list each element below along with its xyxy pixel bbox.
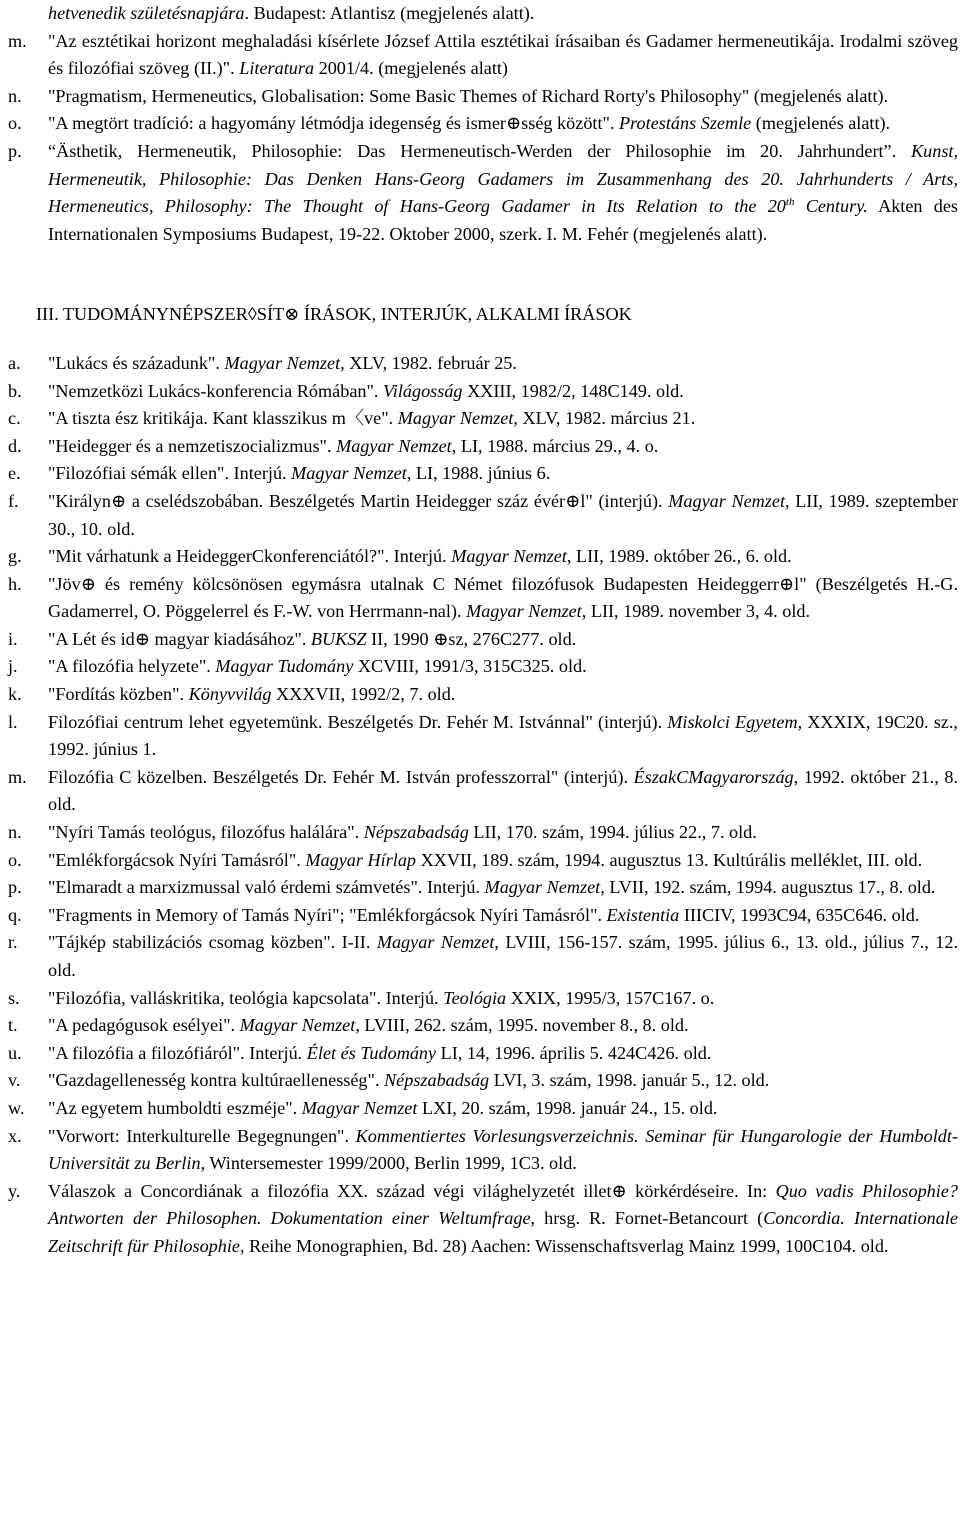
entry-text: , LI, 1988. március 29., 4. o. — [451, 435, 659, 456]
entry-text: "A megtört tradíció: a hagyomány létmódja idegenség és ismer⊕sség között". — [48, 113, 620, 134]
entry-letter: f. — [8, 490, 19, 511]
publication-title: Könyvvilág — [188, 684, 272, 705]
entry-text: LI, 14, 1996. április 5. 424C426. old. — [436, 1042, 712, 1063]
entry-text: . Budapest: Atlantisz (megjelenés alatt). — [244, 3, 535, 23]
entry-text: "Heidegger és a nemzetiszocializmus". — [48, 435, 337, 456]
entry-p — [0, 138, 960, 248]
entry-letter: o. — [8, 849, 22, 870]
entry-text: , LVII, 192. szám, 1994. augusztus 17., 8. old. — [600, 877, 936, 898]
entry-text: , Reihe Monographien, Bd. 28) Aachen: Wissenschaftsverlag Mainz 1999, 100C104. old. — [239, 1235, 889, 1256]
entry-text: , XLV, 1982. március 21. — [513, 408, 696, 429]
list-item — [0, 709, 960, 764]
entry-text: , XLV, 1982. február 25. — [340, 352, 517, 373]
entry-letter: v. — [8, 1070, 21, 1091]
publication-title: Kommentiertes Vorlesungsverzeichnis. Seminar für Hungarologie der Humboldt-Universität zu Berlin — [48, 1125, 959, 1174]
entry-text: LVI, 3. szám, 1998. január 5., 12. old. — [489, 1070, 770, 1091]
entry-text: LXI, 20. szám, 1998. január 24., 15. old. — [417, 1097, 718, 1118]
list-item — [0, 847, 960, 875]
entry-title-italic: hetvenedik születésnapjára — [48, 3, 245, 23]
book-title: Century. — [794, 196, 868, 217]
entry-text: "A tiszta ész kritikája. Kant klasszikus m〈ve". — [48, 408, 398, 429]
entry-letter: e. — [8, 463, 21, 484]
entry-letter: y. — [8, 1180, 21, 1201]
entry-text: , XXXIX, 19C20. sz., 1992. június 1. — [48, 711, 958, 760]
publication-title: Teológia — [443, 987, 507, 1008]
entry-text: Válaszok a Concordiának a filozófia XX. század végi világhelyzetét illet⊕ körkérdéseire. In: — [48, 1180, 776, 1201]
entry-text: , hrsg. R. Fornet-Betancourt ( — [530, 1208, 764, 1229]
list-item — [0, 378, 960, 406]
item-list — [0, 350, 960, 1261]
entry-letter: g. — [8, 546, 22, 567]
entry-letter: x. — [8, 1125, 22, 1146]
publication-title: BUKSZ — [310, 628, 367, 649]
entry-text: "A Lét és id⊕ magyar kiadásához". — [48, 628, 311, 649]
entry-text: "Emlékforgácsok Nyíri Tamásról". — [48, 849, 306, 870]
entry-letter: w. — [8, 1097, 25, 1118]
publication-title: Magyar Nemzet — [336, 435, 452, 456]
entry-letter: q. — [8, 904, 22, 925]
publication-title: Világosság — [383, 380, 463, 401]
publication-title: ÉszakCMagyarország — [633, 766, 794, 787]
publication-title: Élet és Tudomány — [306, 1042, 437, 1063]
entry-letter: b. — [8, 380, 22, 401]
list-item — [0, 1123, 960, 1178]
entry-text: "Fordítás közben". — [48, 684, 189, 705]
entry-letter: a. — [8, 352, 21, 373]
entry-text: “Ästhetik, Hermeneutik, Philosophie: Das Hermeneutisch-Werden der Philosophie im 20. Jahrhundert”. — [48, 140, 911, 161]
list-item — [0, 653, 960, 681]
publication-title: Népszabadság — [384, 1070, 490, 1091]
entry-text: XXIX, 1995/3, 157C167. o. — [506, 987, 715, 1008]
list-item — [0, 902, 960, 930]
entry-letter: c. — [8, 408, 21, 429]
publication-title: Népszabadság — [363, 822, 469, 843]
publication-title: Existentia — [606, 904, 680, 925]
entry-text: Filozófia C közelben. Beszélgetés Dr. Fehér M. István professzorral" (interjú). — [48, 766, 634, 787]
entry-text: , LII, 1989. október 26., 6. old. — [566, 546, 792, 567]
entry-letter: n. — [8, 822, 22, 843]
entry-letter: p. — [8, 877, 22, 898]
entry-text: "Fragments in Memory of Tamás Nyíri"; "Emlékforgácsok Nyíri Tamásról". — [48, 904, 607, 925]
publication-title: Magyar Nemzet — [301, 1097, 418, 1118]
entry-text: LII, 170. szám, 1994. július 22., 7. old. — [468, 822, 757, 843]
entry-letter: r. — [8, 932, 18, 953]
section-heading: III. TUDOMÁNYNÉPSZER◊SÍT⊗ ÍRÁSOK, INTERJÚK, ALKALMI ÍRÁSOK — [36, 304, 632, 325]
entry-letter: j. — [8, 656, 18, 677]
publication-title: Magyar Nemzet — [668, 490, 786, 511]
entry-letter: l. — [8, 711, 18, 732]
list-item — [0, 350, 960, 378]
entry-text: , LI, 1988. június 6. — [406, 463, 551, 484]
publication-title: Magyar Nemzet — [451, 546, 567, 567]
entry-text: "Tájkép stabilizációs csomag közben". I-II. — [48, 932, 377, 953]
entry-o — [0, 110, 960, 138]
publication-title: Magyar Nemzet — [239, 1015, 356, 1036]
book-title: Kunst, Hermeneutik, Philosophie: Das Denken Hans-Georg Gadamers im Zusammenhang des 20. Jahrhunderts / Arts, Hermeneutics, Philosophy: The Thought of Hans-Georg Gadamer in Its Relation to the 20 — [48, 140, 958, 217]
publication-title: Quo vadis Philosophie? Antworten der Philosophen. Dokumentation einer Weltumfrage — [48, 1180, 958, 1229]
journal-title: Protestáns Szemle — [619, 113, 752, 134]
list-item — [0, 405, 960, 433]
entry-text: "Pragmatism, Hermeneutics, Globalisation: Some Basic Themes of Richard Rorty's Philosophy" (megjelenés alatt). — [48, 85, 889, 106]
list-item — [0, 874, 960, 902]
entry-text: , LVIII, 262. szám, 1995. november 8., 8. old. — [355, 1015, 689, 1036]
entry-text: Akten des Internationalen Symposiums Budapest, 19-22. Oktober 2000, szerk. I. M. Fehér (megjelenés alatt). — [48, 196, 959, 244]
list-item — [0, 1095, 960, 1123]
list-item — [0, 681, 960, 709]
publication-title: Magyar Nemzet — [397, 408, 514, 429]
publication-title: Magyar Tudomány — [215, 656, 354, 677]
entry-text: "Lukács és századunk". — [48, 352, 225, 373]
entry-text: "Jöv⊕ és remény kölcsönösen egymásra utalnak C Német filozófusok Budapesten Heideggerr⊕l" (Beszélgetés H.-G. Gadamerrel, O. Pöggelerrel és F.-W. von Herrmann-nal). — [48, 573, 958, 622]
publication-title: Magyar Hírlap — [305, 849, 417, 870]
entry-text: "Az esztétikai horizont meghaladási kísérlete József Attila esztétikai írásaiban és Gadamer hermeneutikája. Irodalmi szöveg és filozófiai szöveg (II.)". — [48, 30, 958, 79]
journal-title: Literatura — [239, 58, 315, 79]
entry-text: "A pedagógusok esélyei". — [48, 1015, 240, 1036]
entry-text: , LII, 1989. november 3, 4. old. — [581, 601, 811, 622]
entry-letter: u. — [8, 1042, 22, 1063]
entry-text: , LII, 1989. szeptember 30., 10. old. — [48, 490, 958, 539]
entry-text: XXVII, 189. szám, 1994. augusztus 13. Kultúrális melléklet, III. old. — [416, 849, 923, 870]
entry-text: XXIII, 1982/2, 148C149. old. — [462, 380, 684, 401]
list-item — [0, 1178, 960, 1261]
entry-text: "Királyn⊕ a cselédszobában. Beszélgetés Martin Heidegger száz évér⊕l" (interjú). — [48, 490, 669, 511]
entry-text: "Mit várhatunk a HeideggerCkonferenciától?". Interjú. — [48, 546, 452, 567]
list-item — [0, 985, 960, 1013]
list-item — [0, 764, 960, 819]
list-item — [0, 571, 960, 626]
entry-letter: n. — [8, 85, 22, 106]
entry-letter: i. — [8, 628, 18, 649]
entry-text: "Filozófia, valláskritika, teológia kapcsolata". Interjú. — [48, 987, 444, 1008]
entry-letter: k. — [8, 684, 22, 705]
publication-title: Magyar Nemzet — [376, 932, 495, 953]
entry-letter: h. — [8, 573, 22, 594]
entry-letter: d. — [8, 435, 22, 456]
entry-text: "A filozófia helyzete". — [48, 656, 216, 677]
entry-text: , LVIII, 156-157. szám, 1995. július 6., 13. old., július 7., 12. old. — [48, 932, 959, 980]
entry-text: 2001/4. (megjelenés alatt) — [314, 58, 508, 79]
publication-title: Magyar Nemzet — [291, 463, 407, 484]
publication-title: Magyar Nemzet — [224, 352, 341, 373]
entry-text: "Nemzetközi Lukács-konferencia Rómában". — [48, 380, 384, 401]
list-item — [0, 460, 960, 488]
list-item — [0, 626, 960, 654]
entry-text: Filozófiai centrum lehet egyetemünk. Beszélgetés Dr. Fehér M. Istvánnal" (interjú). — [48, 711, 668, 732]
entry-text: "Gazdagellenesség kontra kultúraellenesség". — [48, 1070, 385, 1091]
entry-text: "Filozófiai sémák ellen". Interjú. — [48, 463, 292, 484]
list-item — [0, 929, 960, 984]
entry-text: XCVIII, 1991/3, 315C325. old. — [353, 656, 587, 677]
publication-title: Magyar Nemzet — [466, 601, 582, 622]
entry-text: , 1992. október 21., 8. old. — [48, 766, 958, 815]
entry-letter: p. — [8, 140, 22, 161]
publication-title: Miskolci Egyetem — [667, 711, 798, 732]
entry-letter: s. — [8, 987, 20, 1008]
entry-text: "Az egyetem humboldti eszméje". — [48, 1097, 302, 1118]
entry-letter: m. — [8, 30, 27, 51]
entry-text: IIICIV, 1993C94, 635C646. old. — [679, 904, 920, 925]
entry-text: XXXVII, 1992/2, 7. old. — [271, 684, 456, 705]
list-item — [0, 819, 960, 847]
entry-letter: m. — [8, 766, 27, 787]
entry-text: , Wintersemester 1999/2000, Berlin 1999, 1C3. old. — [200, 1153, 577, 1174]
entry-text: II, 1990 ⊕sz, 276C277. old. — [366, 628, 577, 649]
entry-letter: o. — [8, 113, 22, 134]
entry-text: "Elmaradt a marxizmussal való érdemi számvetés". Interjú. — [48, 877, 485, 898]
list-item — [0, 1067, 960, 1095]
entry-continuation — [0, 0, 960, 28]
publication-title: Concordia. Internationale Zeitschrift für Philosophie — [48, 1208, 958, 1256]
list-item — [0, 433, 960, 461]
superscript: th — [785, 196, 795, 209]
list-item — [0, 488, 960, 543]
entry-text: (megjelenés alatt). — [751, 113, 891, 134]
list-item — [0, 1040, 960, 1068]
entry-n — [0, 83, 960, 111]
entry-text: "Vorwort: Interkulturelle Begegnungen". — [48, 1125, 356, 1146]
publication-title: Magyar Nemzet — [484, 877, 601, 898]
entry-text: "Nyíri Tamás teológus, filozófus halálára". — [48, 822, 364, 843]
entry-m — [0, 28, 960, 83]
entry-text: "A filozófia a filozófiáról". Interjú. — [48, 1042, 307, 1063]
list-item — [0, 1012, 960, 1040]
list-item — [0, 543, 960, 571]
entry-letter: t. — [8, 1015, 18, 1036]
